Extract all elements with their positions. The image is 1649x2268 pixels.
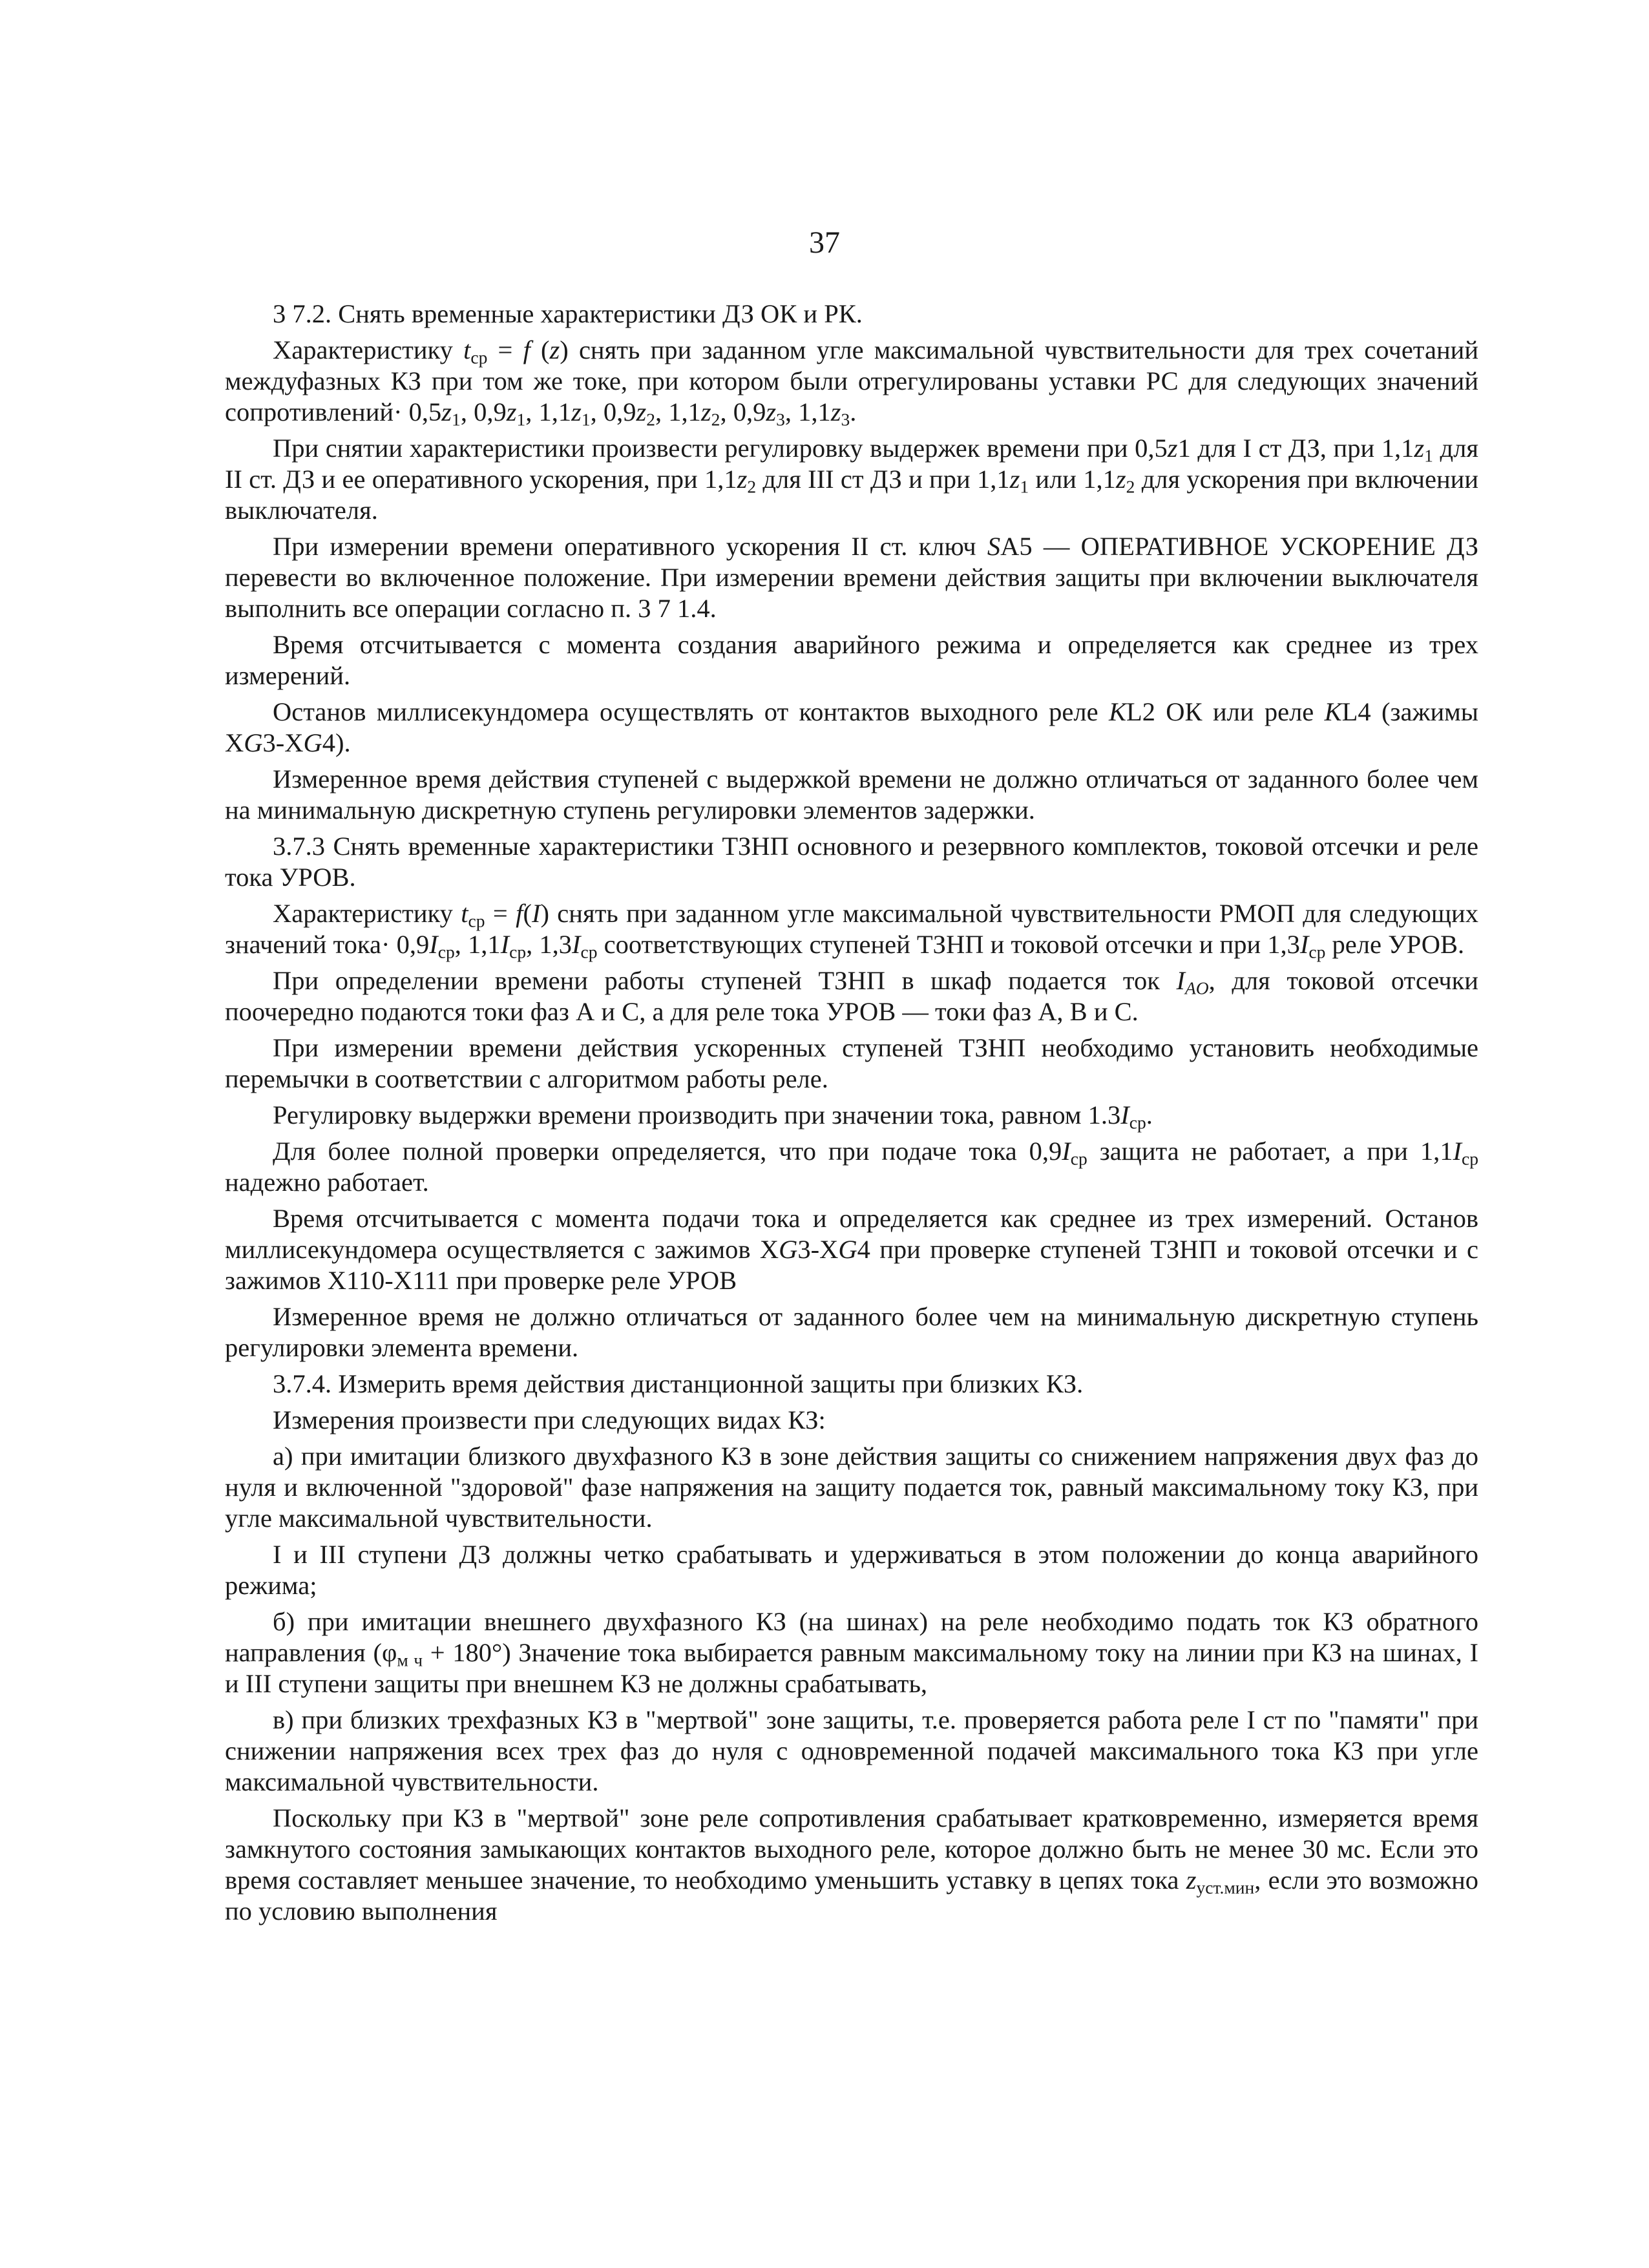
paragraph: Останов миллисекундомера осуществлять от контактов выходного реле KL2 ОК или реле KL4 (зажимы XG3-XG4). bbox=[225, 697, 1478, 757]
list-item-c: в) при близких трехфазных КЗ в "мертвой" зоне защиты, т.е. проверяется работа реле I ст по "памяти" при снижении напряжения всех трех фаз до нуля с одновременной подачей максимального тока КЗ при угле максимальной чувствительности. bbox=[225, 1705, 1478, 1796]
paragraph-3-7-2-heading: 3 7.2. Снять временные характеристики ДЗ ОК и РК. bbox=[273, 299, 863, 328]
paragraph: Характеристику $t_{ср} = f$ (z) снять при заданном угле максимальной чувствительности для трех сочетаний междуфазных КЗ при том же токе, при котором были отрегулированы уставки РС для следующих значений сопротивлений· $0,5z_1$, $0,9z_1$, $1,1z_1$, $0,9z_2$, $1,1z_2$, $0,9z_3$, $1,1z_3$. bbox=[225, 335, 1478, 430]
paragraph: При определении времени работы ступеней ТЗНП в шкаф подается ток $I_{AO}$, для токовой отсечки поочередно подаются токи фаз А и С, а для реле тока УРОВ — токи фаз А, В и С. bbox=[225, 966, 1478, 1026]
list-item-a: а) при имитации близкого двухфазного КЗ в зоне действия защиты со снижением напряжения двух фаз до нуля и включенной "здоровой" фазе напряжения на защиту подается ток, равный максимальному току КЗ, при угле максимальной чувствительности. bbox=[225, 1442, 1478, 1533]
paragraph-3-7-4-heading: 3.7.4. Измерить время действия дистанционной защиты при близких КЗ. bbox=[273, 1369, 1084, 1398]
paragraph: При измерении времени оперативного ускорения II ст. ключ SA5 — ОПЕРАТИВНОЕ УСКОРЕНИЕ ДЗ перевести во включенное положение. При измерении времени действия защиты при включении выключателя выполнить все операции согласно п. 3 7 1.4. bbox=[225, 532, 1478, 623]
paragraph: Время отсчитывается с момента создания аварийного режима и определяется как среднее из трех измерений. bbox=[225, 630, 1478, 690]
paragraph: Поскольку при КЗ в "мертвой" зоне реле сопротивления срабатывает кратковременно, измеряется время замкнутого состояния замыкающих контактов выходного реле, которое должно быть не менее 30 мс. Если это время составляет меньшее значение, то необходимо уменьшить уставку в цепях тока $z_{уст.мин}$, если это возможно по условию выполнения bbox=[225, 1803, 1478, 1926]
paragraph: Измерения произвести при следующих видах КЗ: bbox=[273, 1405, 826, 1434]
list-item-b: б) при имитации внешнего двухфазного КЗ (на шинах) на реле необходимо подать ток КЗ обратного направления $(\varphi_{м ч} + 180^\circ)$ Значение тока выбирается равным максимальному току на линии при КЗ на шинах, I и III ступени защиты при внешнем КЗ не должны срабатывать, bbox=[225, 1607, 1478, 1698]
paragraph: При снятии характеристики произвести регулировку выдержек времени при 0,5z1 для I ст ДЗ, при $1,1z_1$ для II ст. ДЗ и ее оперативного ускорения, при $1,1z_2$ для III ст ДЗ и при $1,1z_1$ или $1,1z_2$ для ускорения при включении выключателя. bbox=[225, 434, 1478, 525]
page-number: 37 bbox=[809, 226, 840, 260]
paragraph: Регулировку выдержки времени производить при значении тока, равном $1.3I_{ср}$. bbox=[273, 1100, 1153, 1133]
paragraph: Измеренное время не должно отличаться от заданного более чем на минимальную дискретную ступень регулировки элемента времени. bbox=[225, 1302, 1478, 1362]
paragraph: Для более полной проверки определяется, что при подаче тока $0,9I_{ср}$ защита не работает, а при $1,1I_{ср}$ надежно работает. bbox=[225, 1137, 1478, 1197]
paragraph-3-7-3-heading: 3.7.3 Снять временные характеристики ТЗНП основного и резервного комплектов, токовой отсечки и реле тока УРОВ. bbox=[225, 832, 1478, 892]
paragraph: Измеренное время действия ступеней с выдержкой времени не должно отличаться от заданного более чем на минимальную дискретную ступень регулировки элементов задержки. bbox=[225, 764, 1478, 824]
paragraph: Время отсчитывается с момента подачи тока и определяется как среднее из трех измерений. Останов миллисекундомера осуществляется с зажимов XG3-XG4 при проверке ступеней ТЗНП и токовой отсечки и с зажимов X110-X111 при проверке реле УРОВ bbox=[225, 1204, 1479, 1295]
paragraph: При измерении времени действия ускоренных ступеней ТЗНП необходимо установить необходимые перемычки в соответствии с алгоритмом работы реле. bbox=[225, 1033, 1478, 1093]
paragraph: Характеристику $t_{ср} = f(I)$ снять при заданном угле максимальной чувствительности РМОП для следующих значений тока· $0,9I_{ср}$, $1,1I_{ср}$, $1,3I_{ср}$ соответствующих ступеней ТЗНП и токовой отсечки и при $1,3I_{ср}$ реле УРОВ. bbox=[225, 899, 1478, 962]
paragraph: I и III ступени ДЗ должны четко срабатывать и удерживаться в этом положении до конца аварийного режима; bbox=[225, 1540, 1478, 1600]
document-body bbox=[225, 299, 1478, 1927]
